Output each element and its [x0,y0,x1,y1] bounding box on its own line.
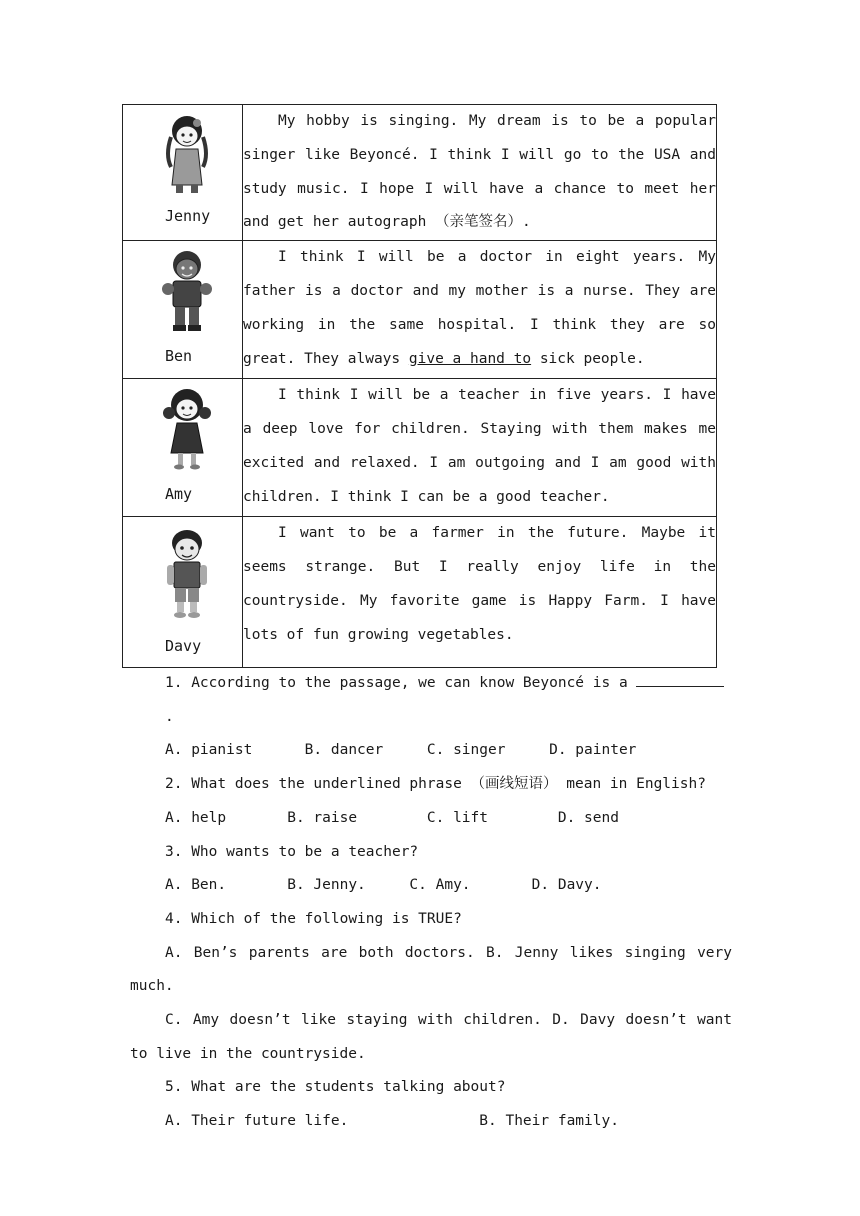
picture-cell [123,379,243,517]
girl-pigtails-figure-icon [159,109,215,197]
amy-paragraph: I think I will be a teacher in five years. I have a deep love for children. Staying with them makes me excited and relaxed. I am outgoing and I am good with children. I think I can be a good teacher. [243,387,716,505]
boy-thumbs-up-figure-icon [159,245,215,333]
table-row [123,517,717,668]
description-cell [243,105,717,241]
question-2-options: A. help B. raise C. lift D. send [165,809,619,826]
ben-paragraph [243,241,716,376]
question-3: 3. Who wants to be a teacher? [165,843,419,860]
profiles-table [122,104,717,668]
picture-cell [123,105,243,241]
table-row [123,379,717,517]
student-name: Ben [165,347,193,366]
question-5: 5. What are the students talking about? [165,1079,506,1096]
description-cell [243,517,717,668]
student-name: Amy [165,485,193,504]
jenny-paragraph: My hobby is singing. My dream is to be a popular singer like Beyoncé. I think I will go to the USA and study music. I hope I will have a chance to meet her and get her autograph （亲笔签名）. [243,113,716,231]
questions-section [130,667,732,1139]
student-name: Jenny [165,207,211,225]
boy-standing-figure-icon [159,525,215,621]
question-2: 2. What does the underlined phrase （画线短语） mean in English? [165,776,706,793]
question-1-text: 1. According to the passage, we can know Beyoncé is a [165,675,637,691]
question-4: 4. Which of the following is TRUE? [165,910,462,927]
picture-cell [123,517,243,668]
question-4-options-ab: A. Ben’s parents are both doctors. B. Jenny likes singing very much. [130,944,732,995]
question-1 [130,667,732,734]
question-1-options: A. pianist B. dancer C. singer D. painter [165,742,637,759]
davy-paragraph: I want to be a farmer in the future. Maybe it seems strange. But I really enjoy life in the countryside. My favorite game is Happy Farm. I have lots of fun growing vegetables. [243,525,716,643]
girl-dress-figure-icon [159,383,215,471]
table-row [123,105,717,241]
description-cell [243,241,717,379]
question-1-end: . [165,708,174,725]
table-row [123,241,717,379]
question-4-options-cd: C. Amy doesn’t like staying with children. D. Davy doesn’t want to live in the countryside. [130,1012,732,1062]
question-5-options: A. Their future life. B. Their family. [165,1113,619,1130]
picture-cell [123,241,243,379]
underlined-phrase: give a hand to [408,350,532,367]
answer-blank [636,672,724,687]
ben-text-before: I think I will be a doctor in eight years. My father is a doctor and my mother is a nurse. They are working in the same hospital. I think they are so great. They always [243,249,716,367]
student-name: Davy [165,637,202,656]
description-cell [243,379,717,517]
question-3-options: A. Ben. B. Jenny. C. Amy. D. Davy. [165,877,602,894]
ben-text-after: sick people. [531,350,645,367]
